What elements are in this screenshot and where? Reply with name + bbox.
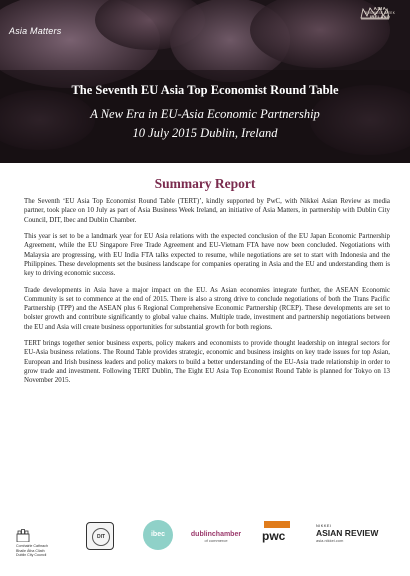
chamber-line2: of commerce — [204, 538, 228, 543]
report-body — [24, 197, 390, 393]
logo-right-line2: BUSINESS WEEK — [364, 11, 396, 15]
dcc-line3: Dublin City Council — [16, 553, 47, 558]
paragraph-3: Trade developments in Asia have a major impact on the EU. As Asian economies integrate further, the ASEAN Economic Community is set to commence at the end of 2015. There is also a strong drive to conclude negotiations of both the Trans Pacific Partnership (TPP) and the ASEAN plus 6 Regional Comprehensive Economic Partnership (RCEP). These developments are set to bolster growth and contribute significantly to global value chains. Multiple trade, investment and partnership negotiations between the EU and Asia will create business opportunities for substantial growth for both regions. — [24, 286, 390, 331]
dit-logo — [86, 522, 114, 550]
logo-right-line1: ASIA — [373, 6, 387, 11]
report-heading: Summary Report — [154, 176, 256, 191]
castle-icon — [16, 529, 30, 542]
event-date-location: 10 July 2015 Dublin, Ireland — [132, 126, 278, 140]
dit-label: DIT — [92, 528, 110, 546]
asia-business-week-logo — [358, 6, 402, 19]
nikkei-line2: ASIAN REVIEW — [316, 528, 379, 538]
dublin-chamber-logo — [184, 531, 248, 543]
crown-emblem-icon — [358, 6, 392, 20]
header-banner — [0, 0, 410, 163]
dcc-line2: Bhaile Átha Cliath — [16, 548, 45, 553]
paragraph-4: TERT brings together senior business experts, policy makers and economists to provide thought leadership on integral sectors for EU-Asia business relations. The Round Table provides strategic, economic and business insights on key trade issues for top Asian, European and Irish business leaders and policy makers to build a better understanding of the EU-Asia trade relationship in order to grow trade and investment. Following TERT Dublin, The Eight EU Asia Top Economist Round Table is planned for Tokyo on 13 November 2015. — [24, 340, 390, 385]
nikkei-line1: NIKKEI — [316, 524, 332, 528]
ibec-logo: ibec — [143, 520, 173, 550]
event-title: The Seventh EU Asia Top Economist Round Table — [71, 83, 339, 97]
sponsor-logos — [16, 519, 400, 567]
event-subtitle: A New Era in EU-Asia Economic Partnership — [90, 107, 320, 121]
paragraph-2: This year is set to be a landmark year for EU Asia relations with the expected conclusion of the EU Japan Economic Partnership Agreement, while the EU Singapore Free Trade Agreement and EU-Vietnam FTA have now been concluded. Negotiations with Malaysia are progressing, with EU India FTA talks expected to resume, while negotiations are set to start with Indonesia and the Philippines. These developments set the business landscape for companies operating in Asia and the EU and understanding them is key to driving economic success. — [24, 232, 390, 278]
logo-right-line3: IRELAND — [369, 15, 391, 19]
dcc-line1: Comhairle Cathrach — [16, 544, 48, 549]
dublin-city-council-logo — [16, 529, 66, 558]
chamber-line1: dublinchamber — [190, 531, 242, 538]
pwc-color-bar — [264, 521, 290, 528]
asia-matters-logo: Asia Matters — [9, 26, 62, 36]
pwc-logo — [262, 529, 296, 543]
pwc-label: pwc — [262, 529, 286, 543]
nikkei-asian-review-logo — [316, 524, 400, 543]
paragraph-1: The Seventh ‘EU Asia Top Economist Round Table (TERT)’, kindly supported by PwC, with Nikkei Asian Review as media partner, took place on 10 July as part of Asia Business Week Ireland, an initiative of Asia Matters, in partnership with Dublin City Council, DIT, Ibec and Dublin Chamber. — [24, 198, 390, 224]
nikkei-line3: asia.nikkei.com — [316, 538, 344, 543]
